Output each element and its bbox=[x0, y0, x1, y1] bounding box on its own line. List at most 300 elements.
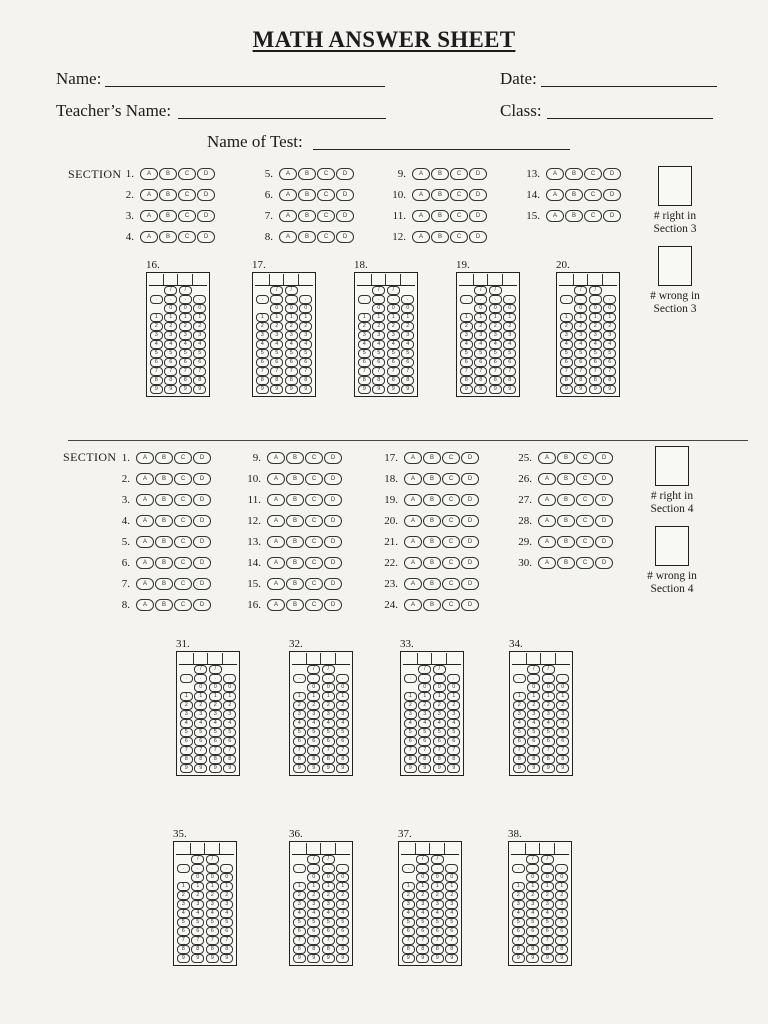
answer-write-box[interactable] bbox=[307, 653, 322, 665]
decimal-bubble[interactable]: . bbox=[336, 864, 349, 873]
answer-bubble-c[interactable]: C bbox=[576, 494, 594, 506]
decimal-bubble[interactable]: . bbox=[556, 674, 569, 683]
digit-bubble[interactable]: 4 bbox=[433, 719, 446, 728]
digit-bubble[interactable]: 1 bbox=[416, 882, 429, 891]
answer-bubble-b[interactable]: B bbox=[159, 168, 177, 180]
digit-bubble[interactable]: 0 bbox=[193, 304, 206, 313]
answer-bubble-b[interactable]: B bbox=[431, 231, 449, 243]
digit-bubble[interactable]: 6 bbox=[603, 358, 616, 367]
answer-bubble-a[interactable]: A bbox=[267, 494, 285, 506]
answer-bubble-a[interactable]: A bbox=[538, 452, 556, 464]
digit-bubble[interactable]: 9 bbox=[336, 954, 349, 963]
answer-bubble-d[interactable]: D bbox=[324, 599, 342, 611]
answer-bubble-b[interactable]: B bbox=[286, 578, 304, 590]
answer-bubble-c[interactable]: C bbox=[442, 515, 460, 527]
digit-bubble[interactable]: 8 bbox=[431, 945, 444, 954]
digit-bubble[interactable]: 1 bbox=[336, 882, 349, 891]
decimal-bubble[interactable]: . bbox=[387, 295, 400, 304]
digit-bubble[interactable]: 0 bbox=[555, 873, 568, 882]
digit-bubble[interactable]: 3 bbox=[177, 900, 190, 909]
answer-bubble-a[interactable]: A bbox=[546, 189, 564, 201]
digit-bubble[interactable]: 4 bbox=[418, 719, 431, 728]
digit-bubble[interactable]: 8 bbox=[177, 945, 190, 954]
digit-bubble[interactable]: 4 bbox=[542, 719, 555, 728]
digit-bubble[interactable]: 2 bbox=[431, 891, 444, 900]
answer-bubble-d[interactable]: D bbox=[336, 231, 354, 243]
digit-bubble[interactable]: 9 bbox=[402, 954, 415, 963]
digit-bubble[interactable]: 1 bbox=[336, 692, 349, 701]
digit-bubble[interactable]: 7 bbox=[293, 746, 306, 755]
digit-bubble[interactable]: 9 bbox=[336, 764, 349, 773]
digit-bubble[interactable]: 1 bbox=[503, 313, 516, 322]
answer-bubble-b[interactable]: B bbox=[155, 599, 173, 611]
fraction-bubble[interactable]: / bbox=[527, 665, 540, 674]
digit-bubble[interactable]: 5 bbox=[336, 728, 349, 737]
digit-bubble[interactable]: 2 bbox=[541, 891, 554, 900]
answer-bubble-a[interactable]: A bbox=[404, 515, 422, 527]
decimal-bubble[interactable]: . bbox=[404, 674, 417, 683]
digit-bubble[interactable]: 7 bbox=[542, 746, 555, 755]
answer-bubble-c[interactable]: C bbox=[174, 599, 192, 611]
digit-bubble[interactable]: 5 bbox=[191, 918, 204, 927]
answer-bubble-a[interactable]: A bbox=[140, 168, 158, 180]
digit-bubble[interactable]: 6 bbox=[177, 927, 190, 936]
digit-bubble[interactable]: 2 bbox=[336, 891, 349, 900]
digit-bubble[interactable]: 8 bbox=[293, 945, 306, 954]
decimal-bubble[interactable]: . bbox=[541, 864, 554, 873]
digit-bubble[interactable]: 2 bbox=[307, 891, 320, 900]
digit-bubble[interactable]: 3 bbox=[526, 900, 539, 909]
fraction-bubble[interactable]: / bbox=[431, 855, 444, 864]
answer-write-box[interactable] bbox=[191, 843, 206, 855]
digit-bubble[interactable]: 6 bbox=[387, 358, 400, 367]
digit-bubble[interactable]: 2 bbox=[164, 322, 177, 331]
digit-bubble[interactable]: 3 bbox=[404, 710, 417, 719]
digit-bubble[interactable]: 0 bbox=[527, 683, 540, 692]
digit-bubble[interactable]: 1 bbox=[299, 313, 312, 322]
digit-bubble[interactable]: 2 bbox=[401, 322, 414, 331]
answer-bubble-c[interactable]: C bbox=[174, 473, 192, 485]
digit-bubble[interactable]: 3 bbox=[223, 710, 236, 719]
digit-bubble[interactable]: 3 bbox=[322, 710, 335, 719]
answer-bubble-b[interactable]: B bbox=[155, 557, 173, 569]
digit-bubble[interactable]: 7 bbox=[164, 367, 177, 376]
fraction-bubble[interactable]: / bbox=[574, 286, 587, 295]
digit-bubble[interactable]: 2 bbox=[177, 891, 190, 900]
decimal-bubble[interactable]: . bbox=[177, 864, 190, 873]
digit-bubble[interactable]: 8 bbox=[489, 376, 502, 385]
answer-write-box[interactable] bbox=[292, 653, 307, 665]
digit-bubble[interactable]: 4 bbox=[513, 719, 526, 728]
digit-bubble[interactable]: 3 bbox=[164, 331, 177, 340]
digit-bubble[interactable]: 2 bbox=[555, 891, 568, 900]
decimal-bubble[interactable]: . bbox=[560, 295, 573, 304]
fraction-bubble[interactable]: / bbox=[589, 286, 602, 295]
digit-bubble[interactable]: 5 bbox=[307, 728, 320, 737]
answer-write-box[interactable] bbox=[574, 274, 589, 286]
answer-bubble-b[interactable]: B bbox=[423, 578, 441, 590]
digit-bubble[interactable]: 0 bbox=[603, 304, 616, 313]
answer-write-box[interactable] bbox=[357, 274, 372, 286]
digit-bubble[interactable]: 0 bbox=[164, 304, 177, 313]
answer-write-box[interactable] bbox=[386, 274, 401, 286]
answer-bubble-a[interactable]: A bbox=[538, 557, 556, 569]
digit-bubble[interactable]: 5 bbox=[513, 728, 526, 737]
digit-bubble[interactable]: 5 bbox=[431, 918, 444, 927]
wrong-count-box[interactable] bbox=[658, 246, 692, 286]
digit-bubble[interactable]: 0 bbox=[433, 683, 446, 692]
digit-bubble[interactable]: 9 bbox=[164, 385, 177, 394]
digit-bubble[interactable]: 2 bbox=[433, 701, 446, 710]
decimal-bubble[interactable]: . bbox=[220, 864, 233, 873]
answer-bubble-c[interactable]: C bbox=[584, 168, 602, 180]
answer-write-box[interactable] bbox=[540, 843, 555, 855]
decimal-bubble[interactable]: . bbox=[526, 864, 539, 873]
digit-bubble[interactable]: 9 bbox=[589, 385, 602, 394]
answer-bubble-c[interactable]: C bbox=[305, 473, 323, 485]
digit-bubble[interactable]: 2 bbox=[404, 701, 417, 710]
answer-bubble-c[interactable]: C bbox=[178, 168, 196, 180]
digit-bubble[interactable]: 2 bbox=[179, 322, 192, 331]
answer-write-box[interactable] bbox=[299, 274, 314, 286]
answer-write-box[interactable] bbox=[336, 843, 351, 855]
digit-bubble[interactable]: 9 bbox=[358, 385, 371, 394]
digit-bubble[interactable]: 7 bbox=[527, 746, 540, 755]
digit-bubble[interactable]: 7 bbox=[447, 746, 460, 755]
answer-bubble-a[interactable]: A bbox=[267, 578, 285, 590]
answer-bubble-b[interactable]: B bbox=[423, 473, 441, 485]
digit-bubble[interactable]: 6 bbox=[542, 737, 555, 746]
answer-write-box[interactable] bbox=[401, 274, 416, 286]
digit-bubble[interactable]: 6 bbox=[489, 358, 502, 367]
answer-write-box[interactable] bbox=[403, 653, 418, 665]
answer-bubble-b[interactable]: B bbox=[557, 515, 575, 527]
decimal-bubble[interactable]: . bbox=[270, 295, 283, 304]
digit-bubble[interactable]: 6 bbox=[220, 927, 233, 936]
digit-bubble[interactable]: 8 bbox=[194, 755, 207, 764]
digit-bubble[interactable]: 6 bbox=[404, 737, 417, 746]
digit-bubble[interactable]: 8 bbox=[418, 755, 431, 764]
answer-write-box[interactable] bbox=[447, 653, 462, 665]
digit-bubble[interactable]: 4 bbox=[489, 340, 502, 349]
answer-bubble-d[interactable]: D bbox=[336, 168, 354, 180]
digit-bubble[interactable]: 5 bbox=[322, 728, 335, 737]
digit-bubble[interactable]: 2 bbox=[556, 701, 569, 710]
answer-write-box[interactable] bbox=[336, 653, 351, 665]
answer-bubble-b[interactable]: B bbox=[557, 536, 575, 548]
digit-bubble[interactable]: 5 bbox=[574, 349, 587, 358]
answer-bubble-d[interactable]: D bbox=[193, 515, 211, 527]
decimal-bubble[interactable]: . bbox=[445, 864, 458, 873]
right-count-box[interactable] bbox=[655, 446, 689, 486]
digit-bubble[interactable]: 6 bbox=[431, 927, 444, 936]
digit-bubble[interactable]: 1 bbox=[460, 313, 473, 322]
answer-write-box[interactable] bbox=[270, 274, 285, 286]
answer-bubble-a[interactable]: A bbox=[538, 473, 556, 485]
digit-bubble[interactable]: 2 bbox=[402, 891, 415, 900]
digit-bubble[interactable]: 6 bbox=[513, 737, 526, 746]
digit-bubble[interactable]: 1 bbox=[603, 313, 616, 322]
digit-bubble[interactable]: 7 bbox=[177, 936, 190, 945]
digit-bubble[interactable]: 7 bbox=[589, 367, 602, 376]
digit-bubble[interactable]: 2 bbox=[418, 701, 431, 710]
fraction-bubble[interactable]: / bbox=[542, 665, 555, 674]
fraction-bubble[interactable]: / bbox=[372, 286, 385, 295]
digit-bubble[interactable]: 0 bbox=[191, 873, 204, 882]
answer-bubble-c[interactable]: C bbox=[442, 473, 460, 485]
digit-bubble[interactable]: 1 bbox=[307, 692, 320, 701]
digit-bubble[interactable]: 4 bbox=[336, 909, 349, 918]
digit-bubble[interactable]: 1 bbox=[556, 692, 569, 701]
digit-bubble[interactable]: 8 bbox=[336, 755, 349, 764]
decimal-bubble[interactable]: . bbox=[503, 295, 516, 304]
digit-bubble[interactable]: 7 bbox=[560, 367, 573, 376]
answer-bubble-a[interactable]: A bbox=[404, 557, 422, 569]
digit-bubble[interactable]: 4 bbox=[526, 909, 539, 918]
digit-bubble[interactable]: 1 bbox=[150, 313, 163, 322]
fraction-bubble[interactable]: / bbox=[322, 665, 335, 674]
digit-bubble[interactable]: 4 bbox=[560, 340, 573, 349]
digit-bubble[interactable]: 4 bbox=[387, 340, 400, 349]
answer-write-box[interactable] bbox=[603, 274, 618, 286]
answer-write-box[interactable] bbox=[292, 843, 307, 855]
digit-bubble[interactable]: 3 bbox=[220, 900, 233, 909]
digit-bubble[interactable]: 2 bbox=[460, 322, 473, 331]
decimal-bubble[interactable]: . bbox=[180, 674, 193, 683]
answer-bubble-c[interactable]: C bbox=[450, 231, 468, 243]
answer-write-box[interactable] bbox=[321, 843, 336, 855]
digit-bubble[interactable]: 3 bbox=[603, 331, 616, 340]
answer-bubble-a[interactable]: A bbox=[267, 473, 285, 485]
digit-bubble[interactable]: 0 bbox=[220, 873, 233, 882]
digit-bubble[interactable]: 3 bbox=[307, 710, 320, 719]
digit-bubble[interactable]: 0 bbox=[322, 873, 335, 882]
digit-bubble[interactable]: 8 bbox=[150, 376, 163, 385]
digit-bubble[interactable]: 8 bbox=[285, 376, 298, 385]
answer-write-box[interactable] bbox=[432, 653, 447, 665]
answer-bubble-b[interactable]: B bbox=[286, 557, 304, 569]
answer-write-box[interactable] bbox=[488, 274, 503, 286]
digit-bubble[interactable]: 1 bbox=[401, 313, 414, 322]
digit-bubble[interactable]: 5 bbox=[209, 728, 222, 737]
answer-bubble-a[interactable]: A bbox=[267, 452, 285, 464]
fraction-bubble[interactable]: / bbox=[416, 855, 429, 864]
digit-bubble[interactable]: 4 bbox=[293, 909, 306, 918]
answer-bubble-a[interactable]: A bbox=[412, 189, 430, 201]
digit-bubble[interactable]: 1 bbox=[220, 882, 233, 891]
digit-bubble[interactable]: 2 bbox=[150, 322, 163, 331]
answer-bubble-d[interactable]: D bbox=[324, 494, 342, 506]
digit-bubble[interactable]: 5 bbox=[527, 728, 540, 737]
digit-bubble[interactable]: 3 bbox=[513, 710, 526, 719]
answer-bubble-a[interactable]: A bbox=[267, 557, 285, 569]
answer-write-box[interactable] bbox=[430, 843, 445, 855]
digit-bubble[interactable]: 1 bbox=[358, 313, 371, 322]
answer-bubble-c[interactable]: C bbox=[442, 557, 460, 569]
digit-bubble[interactable]: 9 bbox=[404, 764, 417, 773]
digit-bubble[interactable]: 0 bbox=[503, 304, 516, 313]
digit-bubble[interactable]: 1 bbox=[164, 313, 177, 322]
digit-bubble[interactable]: 3 bbox=[542, 710, 555, 719]
digit-bubble[interactable]: 5 bbox=[177, 918, 190, 927]
digit-bubble[interactable]: 5 bbox=[336, 918, 349, 927]
digit-bubble[interactable]: 3 bbox=[489, 331, 502, 340]
answer-bubble-c[interactable]: C bbox=[317, 210, 335, 222]
digit-bubble[interactable]: 1 bbox=[293, 692, 306, 701]
answer-bubble-a[interactable]: A bbox=[538, 536, 556, 548]
answer-bubble-d[interactable]: D bbox=[461, 536, 479, 548]
digit-bubble[interactable]: 9 bbox=[445, 954, 458, 963]
digit-bubble[interactable]: 4 bbox=[402, 909, 415, 918]
answer-bubble-d[interactable]: D bbox=[193, 452, 211, 464]
answer-bubble-d[interactable]: D bbox=[469, 168, 487, 180]
digit-bubble[interactable]: 0 bbox=[474, 304, 487, 313]
digit-bubble[interactable]: 2 bbox=[223, 701, 236, 710]
digit-bubble[interactable]: 5 bbox=[150, 349, 163, 358]
answer-bubble-d[interactable]: D bbox=[336, 189, 354, 201]
decimal-bubble[interactable]: . bbox=[574, 295, 587, 304]
digit-bubble[interactable]: 3 bbox=[447, 710, 460, 719]
digit-bubble[interactable]: 9 bbox=[270, 385, 283, 394]
digit-bubble[interactable]: 5 bbox=[542, 728, 555, 737]
digit-bubble[interactable]: 6 bbox=[574, 358, 587, 367]
answer-write-box[interactable] bbox=[307, 843, 322, 855]
digit-bubble[interactable]: 5 bbox=[418, 728, 431, 737]
answer-bubble-a[interactable]: A bbox=[546, 210, 564, 222]
answer-bubble-b[interactable]: B bbox=[557, 452, 575, 464]
decimal-bubble[interactable]: . bbox=[512, 864, 525, 873]
digit-bubble[interactable]: 8 bbox=[503, 376, 516, 385]
digit-bubble[interactable]: 2 bbox=[293, 891, 306, 900]
answer-bubble-b[interactable]: B bbox=[565, 210, 583, 222]
decimal-bubble[interactable]: . bbox=[401, 295, 414, 304]
digit-bubble[interactable]: 5 bbox=[180, 728, 193, 737]
answer-write-box[interactable] bbox=[416, 843, 431, 855]
answer-bubble-b[interactable]: B bbox=[298, 189, 316, 201]
digit-bubble[interactable]: 7 bbox=[336, 936, 349, 945]
digit-bubble[interactable]: 0 bbox=[336, 873, 349, 882]
digit-bubble[interactable]: 3 bbox=[358, 331, 371, 340]
digit-bubble[interactable]: 1 bbox=[513, 692, 526, 701]
digit-bubble[interactable]: 4 bbox=[209, 719, 222, 728]
digit-bubble[interactable]: 6 bbox=[541, 927, 554, 936]
digit-bubble[interactable]: 0 bbox=[307, 873, 320, 882]
answer-bubble-b[interactable]: B bbox=[557, 557, 575, 569]
digit-bubble[interactable]: 1 bbox=[256, 313, 269, 322]
digit-bubble[interactable]: 8 bbox=[307, 945, 320, 954]
digit-bubble[interactable]: 8 bbox=[526, 945, 539, 954]
answer-bubble-a[interactable]: A bbox=[412, 168, 430, 180]
digit-bubble[interactable]: 3 bbox=[402, 900, 415, 909]
digit-bubble[interactable]: 8 bbox=[512, 945, 525, 954]
digit-bubble[interactable]: 1 bbox=[223, 692, 236, 701]
decimal-bubble[interactable]: . bbox=[402, 864, 415, 873]
digit-bubble[interactable]: 1 bbox=[209, 692, 222, 701]
fraction-bubble[interactable]: / bbox=[489, 286, 502, 295]
digit-bubble[interactable]: 2 bbox=[256, 322, 269, 331]
answer-write-box[interactable] bbox=[526, 843, 541, 855]
digit-bubble[interactable]: 3 bbox=[512, 900, 525, 909]
digit-bubble[interactable]: 4 bbox=[191, 909, 204, 918]
digit-bubble[interactable]: 7 bbox=[555, 936, 568, 945]
digit-bubble[interactable]: 4 bbox=[574, 340, 587, 349]
digit-bubble[interactable]: 1 bbox=[555, 882, 568, 891]
digit-bubble[interactable]: 1 bbox=[431, 882, 444, 891]
digit-bubble[interactable]: 9 bbox=[527, 764, 540, 773]
digit-bubble[interactable]: 2 bbox=[191, 891, 204, 900]
digit-bubble[interactable]: 6 bbox=[322, 737, 335, 746]
answer-bubble-c[interactable]: C bbox=[305, 599, 323, 611]
answer-write-box[interactable] bbox=[459, 274, 474, 286]
answer-bubble-d[interactable]: D bbox=[469, 189, 487, 201]
digit-bubble[interactable]: 4 bbox=[503, 340, 516, 349]
digit-bubble[interactable]: 4 bbox=[206, 909, 219, 918]
digit-bubble[interactable]: 1 bbox=[589, 313, 602, 322]
digit-bubble[interactable]: 2 bbox=[542, 701, 555, 710]
digit-bubble[interactable]: 3 bbox=[474, 331, 487, 340]
digit-bubble[interactable]: 4 bbox=[322, 909, 335, 918]
digit-bubble[interactable]: 4 bbox=[270, 340, 283, 349]
digit-bubble[interactable]: 8 bbox=[322, 755, 335, 764]
digit-bubble[interactable]: 7 bbox=[299, 367, 312, 376]
digit-bubble[interactable]: 0 bbox=[206, 873, 219, 882]
digit-bubble[interactable]: 3 bbox=[589, 331, 602, 340]
answer-bubble-d[interactable]: D bbox=[461, 452, 479, 464]
decimal-bubble[interactable]: . bbox=[293, 864, 306, 873]
answer-write-box[interactable] bbox=[149, 274, 164, 286]
digit-bubble[interactable]: 8 bbox=[404, 755, 417, 764]
digit-bubble[interactable]: 9 bbox=[150, 385, 163, 394]
answer-bubble-c[interactable]: C bbox=[317, 189, 335, 201]
answer-write-box[interactable] bbox=[527, 653, 542, 665]
answer-bubble-c[interactable]: C bbox=[584, 189, 602, 201]
digit-bubble[interactable]: 2 bbox=[336, 701, 349, 710]
answer-bubble-b[interactable]: B bbox=[159, 210, 177, 222]
answer-bubble-c[interactable]: C bbox=[576, 557, 594, 569]
digit-bubble[interactable]: 4 bbox=[193, 340, 206, 349]
answer-bubble-b[interactable]: B bbox=[159, 231, 177, 243]
digit-bubble[interactable]: 3 bbox=[574, 331, 587, 340]
digit-bubble[interactable]: 5 bbox=[541, 918, 554, 927]
digit-bubble[interactable]: 5 bbox=[372, 349, 385, 358]
answer-bubble-d[interactable]: D bbox=[324, 452, 342, 464]
digit-bubble[interactable]: 0 bbox=[322, 683, 335, 692]
digit-bubble[interactable]: 7 bbox=[150, 367, 163, 376]
answer-bubble-d[interactable]: D bbox=[461, 473, 479, 485]
answer-write-box[interactable] bbox=[164, 274, 179, 286]
digit-bubble[interactable]: 6 bbox=[164, 358, 177, 367]
digit-bubble[interactable]: 7 bbox=[401, 367, 414, 376]
answer-bubble-c[interactable]: C bbox=[305, 557, 323, 569]
digit-bubble[interactable]: 8 bbox=[358, 376, 371, 385]
answer-bubble-d[interactable]: D bbox=[461, 599, 479, 611]
decimal-bubble[interactable]: . bbox=[603, 295, 616, 304]
digit-bubble[interactable]: 0 bbox=[387, 304, 400, 313]
digit-bubble[interactable]: 8 bbox=[416, 945, 429, 954]
digit-bubble[interactable]: 7 bbox=[574, 367, 587, 376]
digit-bubble[interactable]: 4 bbox=[541, 909, 554, 918]
digit-bubble[interactable]: 8 bbox=[336, 945, 349, 954]
decimal-bubble[interactable]: . bbox=[527, 674, 540, 683]
digit-bubble[interactable]: 4 bbox=[445, 909, 458, 918]
digit-bubble[interactable]: 0 bbox=[336, 683, 349, 692]
answer-bubble-a[interactable]: A bbox=[279, 210, 297, 222]
digit-bubble[interactable]: 9 bbox=[372, 385, 385, 394]
digit-bubble[interactable]: 4 bbox=[589, 340, 602, 349]
digit-bubble[interactable]: 1 bbox=[322, 692, 335, 701]
digit-bubble[interactable]: 8 bbox=[603, 376, 616, 385]
digit-bubble[interactable]: 0 bbox=[447, 683, 460, 692]
